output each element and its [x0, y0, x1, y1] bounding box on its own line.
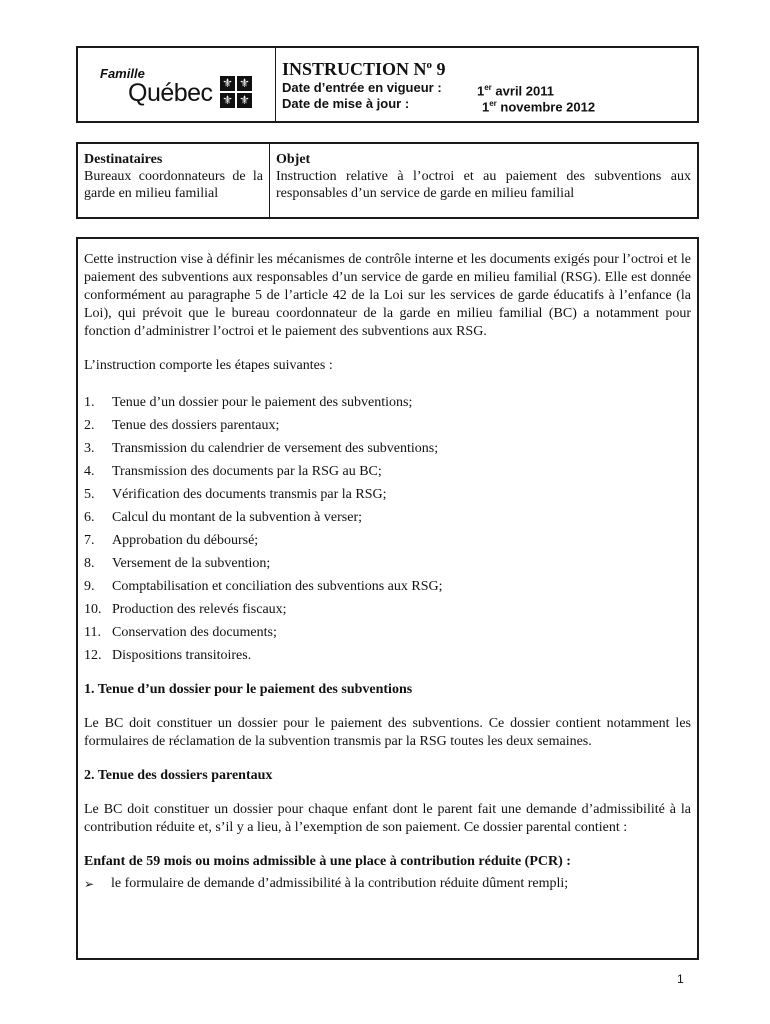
effective-day: 1 — [477, 83, 485, 99]
section-2-text: Le BC doit constituer un dossier pour chaque enfant dont le parent fait une demande d’admissibilité à la contribution réduite et, s’il y a lieu, à l’exemption de son paiement. Ce dossier parental contient : — [84, 802, 691, 835]
recipients-label: Destinataires — [84, 152, 163, 167]
object-label: Objet — [276, 152, 311, 167]
list-item — [84, 529, 691, 552]
list-item — [84, 575, 691, 598]
fleurdelise-flag-icon — [220, 76, 252, 108]
bullet-text: le formulaire de demande d’admissibilité à la contribution réduite dûment rempli; — [111, 876, 569, 891]
effective-date-label: Date d’entrée en vigueur : — [282, 80, 442, 95]
list-item-number: 9. — [84, 579, 95, 594]
list-item-number: 10. — [84, 602, 102, 617]
document-body — [76, 237, 699, 960]
logo-famille-text: Famille — [100, 66, 145, 81]
recipients-text: Bureaux coordonnateurs de la garde en milieu familial — [84, 169, 263, 201]
list-item-text: Tenue des dossiers parentaux; — [112, 418, 280, 433]
list-item-text: Comptabilisation et conciliation des subventions aux RSG; — [112, 579, 443, 594]
list-item-text: Transmission du calendrier de versement des subventions; — [112, 441, 439, 456]
arrow-bullet-icon: ➢ — [84, 877, 95, 891]
list-item-number: 5. — [84, 487, 95, 502]
effective-month-year: avril 2011 — [495, 83, 554, 99]
list-item — [84, 621, 691, 644]
list-item — [84, 506, 691, 529]
update-sup: er — [489, 99, 497, 108]
list-item-text: Production des relevés fiscaux; — [112, 602, 287, 617]
list-item-number: 8. — [84, 556, 95, 571]
list-item — [84, 552, 691, 575]
list-item-number: 1. — [84, 395, 95, 410]
list-item-number: 7. — [84, 533, 95, 548]
instruction-info — [276, 48, 697, 121]
list-item-text: Vérification des documents transmis par la RSG; — [112, 487, 387, 502]
section-2-title: 2. Tenue des dossiers parentaux — [84, 768, 273, 783]
list-item — [84, 391, 691, 414]
instruction-prefix: INSTRUCTION N — [282, 59, 427, 79]
list-item-number: 3. — [84, 441, 95, 456]
instruction-title — [282, 54, 691, 80]
intro-paragraph: Cette instruction vise à définir les mécanismes de contrôle interne et les documents exigés pour l’octroi et le paiement des subventions aux responsables d’un service de garde en milieu familial (RSG). Elle est donnée conformément au paragraphe 5 de l’article 42 de la Loi sur les services de garde éducatifs à l’enfance (la Loi), qui prévoit que le bureau coordonnateur de la garde en milieu familial (BC) a notamment pour fonction d’administrer l’octroi et le paiement des subventions aux RSG. — [84, 252, 691, 339]
list-item-text: Approbation du déboursé; — [112, 533, 259, 548]
update-date-value — [482, 96, 595, 115]
list-item — [84, 598, 691, 621]
fleur-icon: ⚜ — [237, 93, 252, 108]
fleur-icon: ⚜ — [220, 93, 235, 108]
list-item-number: 12. — [84, 648, 102, 663]
update-date-row — [282, 96, 691, 115]
section-1-title: 1. Tenue d’un dossier pour le paiement des subventions — [84, 682, 413, 697]
effective-sup: er — [484, 83, 492, 92]
logo-quebec-text: Québec — [128, 79, 213, 107]
recipients-object-table — [76, 142, 699, 219]
list-item-text: Conservation des documents; — [112, 625, 277, 640]
steps-list — [84, 391, 691, 667]
document-header — [76, 46, 699, 123]
instruction-number: 9 — [436, 59, 446, 79]
update-day: 1 — [482, 99, 490, 115]
list-item — [84, 483, 691, 506]
list-item-number: 4. — [84, 464, 95, 479]
list-item — [84, 437, 691, 460]
fleur-icon: ⚜ — [220, 76, 235, 91]
steps-intro: L’instruction comporte les étapes suivantes : — [84, 358, 333, 373]
list-item-text: Dispositions transitoires. — [112, 648, 252, 663]
page-number: 1 — [677, 972, 684, 986]
bullet-item — [84, 875, 691, 893]
list-item — [84, 644, 691, 667]
list-item — [84, 414, 691, 437]
effective-date-row — [282, 80, 691, 99]
update-month-year: novembre 2012 — [500, 99, 596, 115]
list-item-text: Transmission des documents par la RSG au BC; — [112, 464, 382, 479]
recipients-cell — [78, 144, 270, 217]
object-text: Instruction relative à l’octroi et au paiement des subventions aux responsables d’un service de garde en milieu familial — [276, 169, 691, 201]
famille-quebec-logo — [78, 48, 276, 121]
list-item-number: 2. — [84, 418, 95, 433]
list-item-text: Versement de la subvention; — [112, 556, 271, 571]
update-date-label: Date de mise à jour : — [282, 96, 410, 111]
list-item — [84, 460, 691, 483]
instruction-sup: o — [426, 59, 433, 71]
list-item-text: Calcul du montant de la subvention à verser; — [112, 510, 362, 525]
list-item-text: Tenue d’un dossier pour le paiement des subventions; — [112, 395, 413, 410]
fleur-icon: ⚜ — [237, 76, 252, 91]
section-1-text: Le BC doit constituer un dossier pour le paiement des subventions. Ce dossier contient notamment les formulaires de réclamation de la subvention transmis par la RSG toutes les deux semaines. — [84, 716, 691, 749]
pcr-subheading: Enfant de 59 mois ou moins admissible à une place à contribution réduite (PCR) : — [84, 854, 571, 869]
list-item-number: 6. — [84, 510, 95, 525]
object-cell — [270, 144, 697, 217]
list-item-number: 11. — [84, 625, 101, 640]
